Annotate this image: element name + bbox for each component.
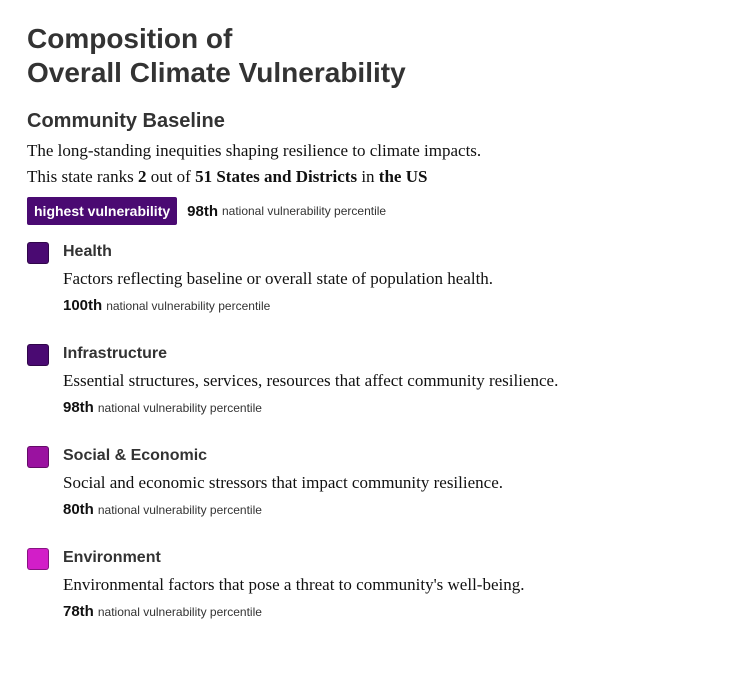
section-description: The long-standing inequities shaping resilience to climate impacts. — [27, 141, 482, 160]
rank-middle: out of — [146, 167, 196, 186]
category-title: Infrastructure — [63, 345, 168, 362]
category-list — [27, 240, 717, 622]
category-swatch — [27, 446, 49, 468]
category-percentile-value: 80th — [63, 501, 94, 518]
category-percentile-label: national vulnerability percentile — [106, 299, 271, 313]
vulnerability-badge: highest vulnerability — [27, 197, 177, 225]
category-description: Factors reflecting baseline or overall state of population health. — [63, 269, 494, 288]
category-percentile-label: national vulnerability percentile — [97, 401, 262, 415]
category-percentile-value: 100th — [63, 297, 103, 314]
overall-percentile-value: 98th — [187, 202, 218, 220]
category-item-infrastructure — [27, 342, 717, 418]
rank-prefix: This state ranks — [27, 167, 138, 186]
category-title: Health — [63, 243, 112, 260]
state-rank-text — [27, 164, 717, 190]
category-swatch — [27, 548, 49, 570]
rank-in: in — [357, 167, 379, 186]
vulnerability-panel — [27, 22, 717, 622]
category-item-social-economic — [27, 444, 717, 520]
overall-percentile-row — [27, 197, 717, 225]
category-percentile — [63, 398, 717, 418]
category-swatch — [27, 242, 49, 264]
category-item-environment — [27, 546, 717, 622]
rank-value: 2 — [137, 167, 147, 186]
category-swatch — [27, 344, 49, 366]
rank-region: the US — [378, 167, 428, 186]
category-description: Environmental factors that pose a threat to community's well-being. — [63, 575, 525, 594]
page-title-line-1: Composition of — [27, 23, 233, 54]
section-heading: Community Baseline — [27, 110, 225, 132]
category-percentile-value: 98th — [63, 399, 94, 416]
category-title: Social & Economic — [63, 447, 208, 464]
category-percentile-label: national vulnerability percentile — [97, 605, 262, 619]
category-title: Environment — [63, 549, 161, 566]
category-percentile-value: 78th — [63, 603, 94, 620]
category-description: Essential structures, services, resources that affect community resilience. — [63, 371, 559, 390]
page-title-line-2: Overall Climate Vulnerability — [27, 57, 406, 88]
category-percentile — [63, 500, 717, 520]
category-percentile-label: national vulnerability percentile — [97, 503, 262, 517]
category-description: Social and economic stressors that impact community resilience. — [63, 473, 503, 492]
page-title — [27, 22, 717, 90]
category-item-health — [27, 240, 717, 316]
category-percentile — [63, 602, 717, 622]
rank-total: 51 States and Districts — [195, 167, 358, 186]
overall-percentile-label: national vulnerability percentile — [221, 204, 387, 218]
category-percentile — [63, 296, 717, 316]
